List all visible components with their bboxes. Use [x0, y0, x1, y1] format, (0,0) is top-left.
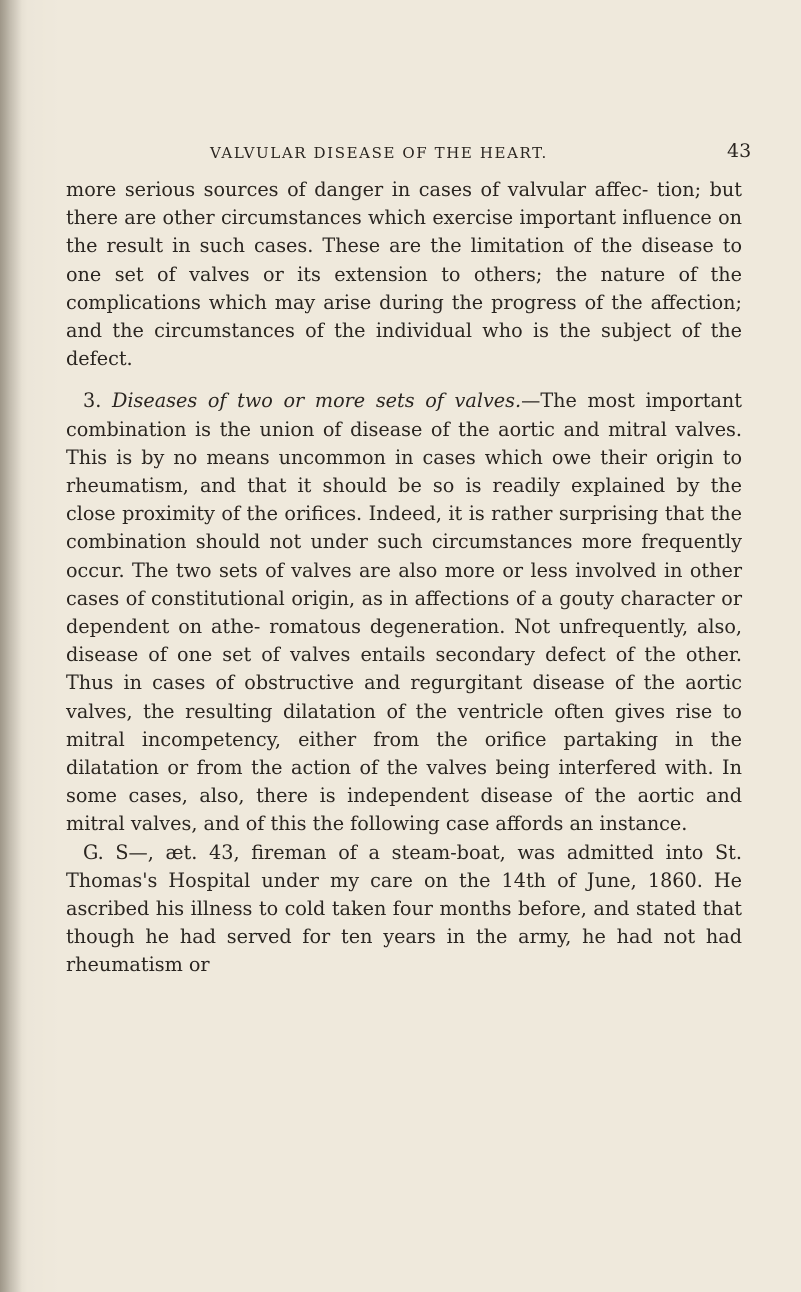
section-number: 3.	[83, 389, 102, 413]
paragraph-case-report: G. S—, æt. 43, fireman of a steam-boat, was admitted into St. Thomas's Hospital under my care on the 14th of June, 1860. He ascribed his illness to cold taken four months before, and stated that though he had served for ten years in the army, he had not had rheumatism or	[66, 840, 742, 977]
running-title: VALVULAR DISEASE OF THE HEART.	[210, 144, 548, 162]
binding-shadow	[0, 0, 22, 1292]
section-heading: Diseases of two or more sets of valves.	[111, 389, 522, 413]
paragraph-continuation: more serious sources of danger in cases of valvular affec- tion; but there are other circumstances which exercise important influence on the result in such cases. These are the limitation of the disease to one set of valves or its extension to others; the nature of the complications which may arise during the progress of the affection; and the circumstances of the individual who is the subject of the defect.	[66, 178, 742, 371]
page-number: 43	[727, 140, 752, 162]
section-text: —The most important combination is the union of disease of the aortic and mitral valves. This is by no means uncommon in cases which owe their origin to rheumatism, and that it should be so is readily explained by the close proximity of the orifices. Indeed, it is rather surprising that the combination should not under such circumstances more frequently occur. The two sets of valves are also more or less involved in other cases of constitutional origin, as in affections of a gouty character or dependent on athe- romatous degeneration. Not unfrequently, also, disease of one set of valves entails secondary defect of the other. Thus in cases of obstructive and regurgitant disease of the aortic valves, the resulting dilatation of the ventricle often gives rise to mitral incompetency, either from the orifice partaking in the dilatation or from the action of the valves being interfered with. In some cases, also, there is independent disease of the aortic and mitral valves, and of this the following case affords an instance.	[66, 389, 742, 836]
paragraph-section-3	[66, 387, 742, 838]
running-head	[0, 140, 801, 168]
body-text	[66, 176, 742, 980]
